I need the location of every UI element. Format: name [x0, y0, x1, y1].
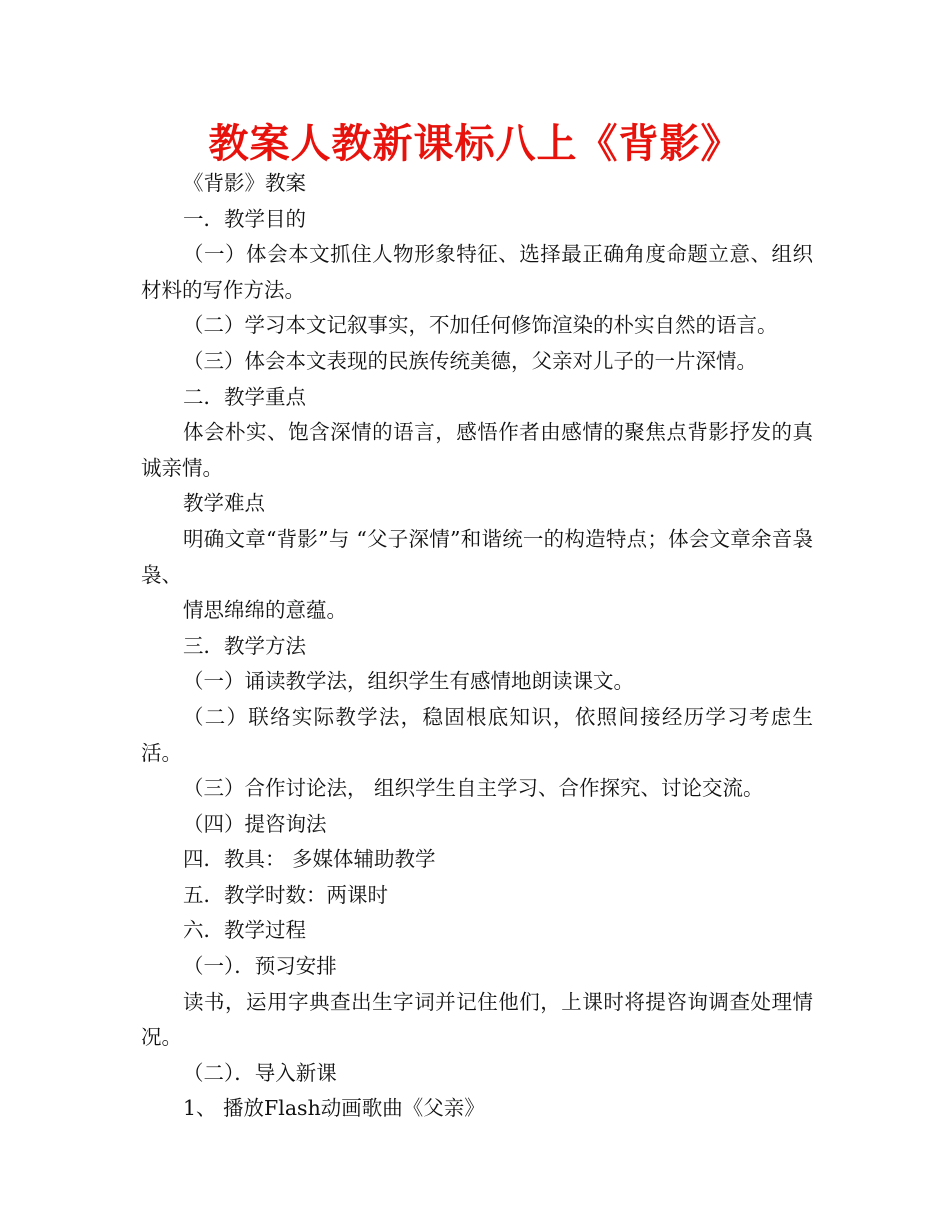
paragraph: （一）．预习安排: [183, 954, 337, 979]
paragraph: （二）．导入新课: [183, 1060, 337, 1085]
section-heading: 四．教具： 多媒体辅助教学: [183, 847, 436, 872]
paragraph: （二）联络实际教学法，稳固根底知识，依照间接经历学习考虑生活。: [141, 704, 813, 765]
section-heading: 二．教学重点: [183, 384, 306, 409]
paragraph: 明确文章“背影”与 “父子深情”和谐统一的构造特点；体会文章余音袅袅、: [141, 526, 813, 587]
paragraph: 情思绵绵的意蕴。: [183, 598, 347, 623]
paragraph: （三）体会本文表现的民族传统美德，父亲对儿子的一片深情。: [183, 348, 757, 373]
document-title: 教案人教新课标八上《背影》: [208, 121, 742, 167]
paragraph: 1、 播放Flash动画歌曲《父亲》: [183, 1096, 485, 1121]
section-heading: 一．教学目的: [183, 206, 306, 231]
section-heading: 教学难点: [183, 491, 265, 516]
section-heading: 六．教学过程: [183, 918, 306, 943]
section-heading: 五．教学时数：两课时: [183, 882, 388, 907]
paragraph: （三）合作讨论法， 组织学生自主学习、合作探究、讨论交流。: [183, 776, 764, 801]
document-body: [141, 166, 813, 1127]
paragraph: 体会朴实、饱含深情的语言，感悟作者由感情的聚焦点背影抒发的真诚亲情。: [141, 420, 813, 480]
section-heading: 三．教学方法: [183, 633, 306, 658]
paragraph: 读书，运用字典查出生字词并记住他们，上课时将提咨询调查处理情况。: [141, 989, 813, 1050]
paragraph: （一）体会本文抓住人物形象特征、选择最正确角度命题立意、组织材料的写作方法。: [141, 242, 813, 302]
paragraph: 《背影》教案: [183, 171, 306, 195]
paragraph: （一）诵读教学法，组织学生有感情地朗读课文。: [183, 669, 634, 694]
paragraph: （二）学习本文记叙事实，不加任何修饰渲染的朴实自然的语言。: [183, 313, 778, 338]
paragraph: （四）提咨询法: [183, 811, 327, 836]
